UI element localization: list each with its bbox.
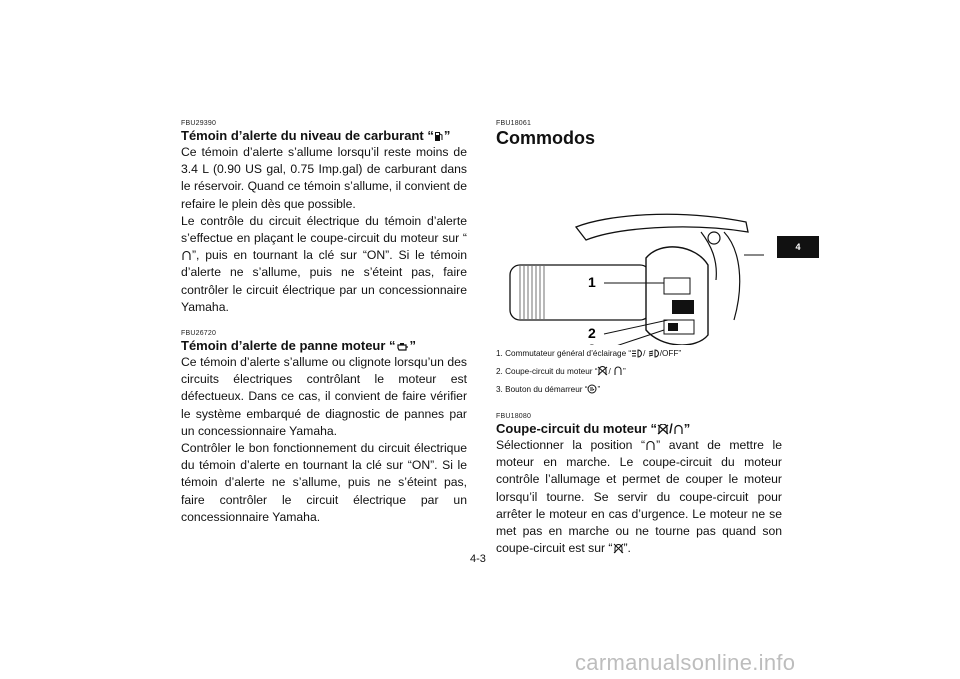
engine-warning-para2: Contrôler le bon fonctionnement du circuit électrique du témoin d’alerte en tournant la clé sur “ON”. Si le témoin d’alerte ne s’allume, puis ne s’éteint pas, faire contrôler le circuit électrique par un concessionnaire Yamaha. bbox=[181, 441, 467, 524]
section-code: FBU29390 bbox=[181, 120, 217, 127]
caption-2: 2. Coupe-circuit du moteur “ / ” bbox=[496, 367, 626, 376]
fuel-pump-icon bbox=[434, 131, 444, 142]
engine-run-icon bbox=[673, 424, 684, 435]
engine-stop-switch-title: Coupe-circuit du moteur “ / ” bbox=[496, 421, 691, 436]
engine-stop-icon bbox=[613, 543, 624, 554]
fuel-warning-title: Témoin d’alerte du niveau de carburant “ ” bbox=[181, 128, 451, 143]
section-code: FBU18061 bbox=[496, 120, 532, 127]
fuel-warning-para1: Ce témoin d’alerte s’allume lorsqu’il reste moins de 3.4 L (0.90 US gal, 0.75 Imp.gal) de carburant dans le réservoir. Quand ce témoin s’allume, il convient de refaire le plein dès que possible. bbox=[181, 145, 467, 211]
engine-run-icon bbox=[613, 366, 623, 376]
figure-captions bbox=[496, 345, 782, 399]
callout-1: 1 bbox=[588, 274, 596, 290]
engine-stop-icon bbox=[597, 366, 608, 376]
right-column bbox=[496, 120, 782, 557]
high-beam-icon bbox=[631, 349, 643, 358]
fuel-warning-para2: Le contrôle du circuit électrique du témoin d’alerte s’effectue en plaçant le coupe-circuit du moteur sur “”, puis en tournant la clé sur “ON”. Si le témoin d’alerte ne s’allume, puis ne s’éteint pas, faire contrôler le circuit électrique par un concessionnaire Yamaha. bbox=[181, 213, 467, 314]
engine-run-icon bbox=[181, 250, 192, 261]
handlebar-drawing bbox=[496, 170, 796, 345]
section-code: FBU18080 bbox=[496, 413, 532, 420]
watermark: carmanualsonline.info bbox=[575, 650, 796, 675]
handlebar-switch-illustration bbox=[496, 170, 796, 345]
caption-3: 3. Bouton du démarreur “ ” bbox=[496, 385, 601, 394]
commodos-title: Commodos bbox=[496, 128, 595, 148]
section-code: FBU26720 bbox=[181, 330, 217, 338]
engine-stop-icon bbox=[657, 424, 669, 435]
chapter-tab: 4 bbox=[777, 236, 819, 258]
page-number: 4-3 bbox=[470, 553, 486, 565]
start-icon bbox=[587, 384, 597, 394]
engine-icon bbox=[396, 342, 410, 352]
engine-stop-switch-para: Sélectionner la position “ ” avant de mettre le moteur en marche. Le coupe-circuit du moteur contrôle l’allumage et permet de couper le moteur lorsqu’il tourne. Se servir du coupe-circuit pour arrêter le moteur en cas d’urgence. Le moteur ne se met pas en marche ou ne tourne pas quand son coupe-circuit est sur “ ”. bbox=[496, 438, 782, 556]
callout-2: 2 bbox=[588, 325, 596, 341]
callout-3 bbox=[588, 341, 596, 345]
engine-run-icon bbox=[645, 440, 656, 451]
caption-1: 1. Commutateur général d’éclairage “ / /OFF” bbox=[496, 349, 682, 358]
engine-warning-title: Témoin d’alerte de panne moteur “ ” bbox=[181, 338, 417, 354]
low-beam-icon bbox=[648, 349, 660, 358]
engine-warning-para1: Ce témoin d’alerte s’allume ou clignote lorsqu’un des circuits électriques contrôlant le moteur est défectueux. Dans ce cas, il convient de faire vérifier le système embarqué de diagnostic de pannes par un concessionnaire Yamaha. bbox=[181, 355, 467, 438]
left-column bbox=[181, 120, 467, 526]
